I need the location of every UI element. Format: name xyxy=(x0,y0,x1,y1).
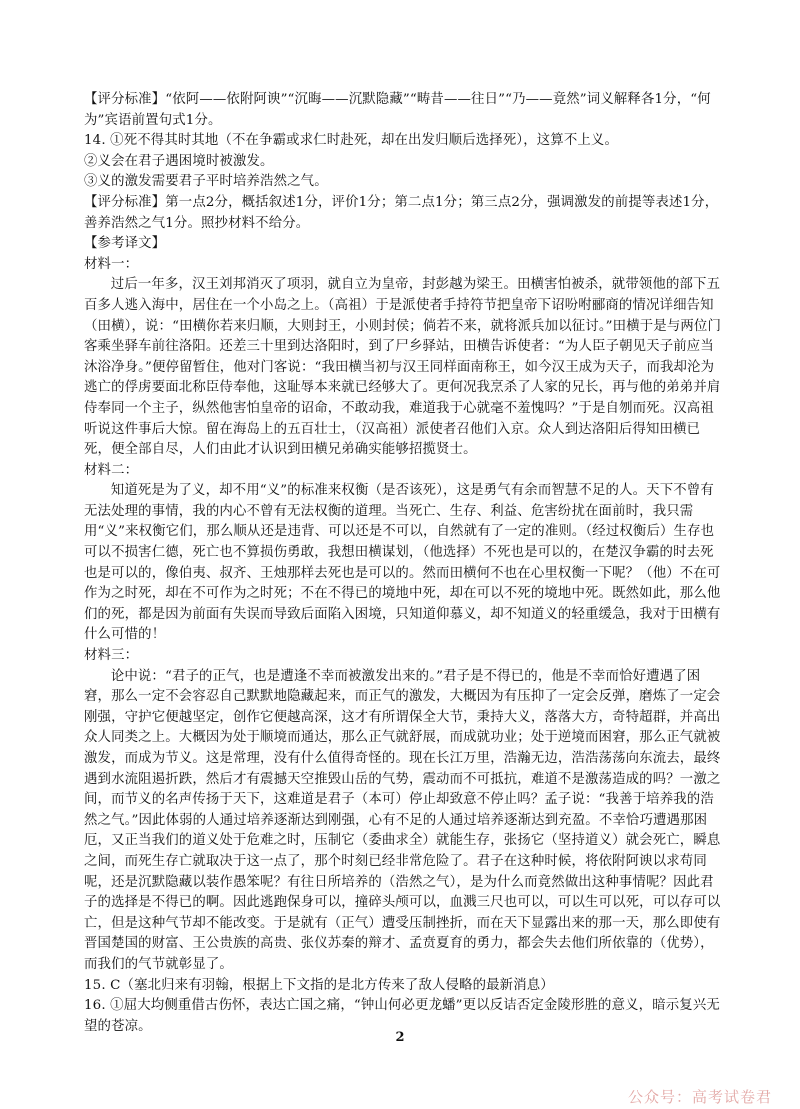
answer-14-point-1: 14. ①死不得其时其地（不在争霸或求仁时赴死，却在出发归顺后选择死），这算不上义。 xyxy=(84,133,618,149)
page-number: 2 xyxy=(395,1030,405,1045)
translation-heading: 【参考译文】 xyxy=(84,236,166,252)
answer-14-point-3: ③义的激发需要君子平时培养浩然之气。 xyxy=(84,174,328,190)
answer-16: 16. ①屈大均侧重借古伤怀，表达亡国之痛，“钟山何必更龙蟠”更以反诘否定金陵形胜的意义，暗示复兴无望的苍凉。 xyxy=(84,998,720,1034)
material-1-heading: 材料一： xyxy=(84,256,139,272)
material-2-heading: 材料二： xyxy=(84,462,139,478)
document-body xyxy=(84,90,724,1037)
material-1-text: 过后一年多，汉王刘邦消灭了项羽，就自立为皇帝，封彭越为梁王。田横害怕被杀，就带领他的部下五百多人逃入海中，居住在一个小岛之上。（高祖）于是派使者手持符节把皇帝下诏吩咐郦商的情况详细告知（田横），说：“田横你若来归顺，大则封王，小则封侯；倘若不来，就将派兵加以征讨。”田横于是与两位门客乘坐驿车前往洛阳。还差三十里到达洛阳时，到了尸乡驿站，田横告诉使者：“为人臣子朝见天子前应当沐浴净身。”便停留暂住，他对门客说：“我田横当初与汉王同样面南称王，如今汉王成为天子，而我却沦为逃亡的俘虏要面北称臣侍奉他，这耻辱本来就已经够大了。更何况我烹杀了人家的兄长，再与他的弟弟并肩侍奉同一个主子，纵然他害怕皇帝的诏命，不敢动我，难道我于心就毫不羞愧吗？”于是自刎而死。汉高祖听说这件事后大惊。留在海岛上的五百壮士，（汉高祖）派使者召他们入京。众人到达洛阳后得知田横已死，便全部自尽，人们由此才认识到田横兄弟确实能够招揽贤士。 xyxy=(84,277,721,458)
scoring-standard-14: 【评分标准】第一点2分，概括叙述1分，评价1分；第二点1分；第三点2分，强调激发的前提等表述1分，善养浩然之气1分。照抄材料不给分。 xyxy=(84,194,719,231)
watermark: 公众号：高考试卷君 xyxy=(627,1088,772,1106)
answer-14-point-2: ②义会在君子遇困境时被激发。 xyxy=(84,153,274,169)
answer-15: 15. C（塞北归来有羽翰，根据上下文指的是北方传来了敌人侵略的最新消息） xyxy=(84,977,554,993)
material-3-text: 论中说：“君子的正气，也是遭逢不幸而被激发出来的。”君子是不得已的，他是不幸而恰好遭遇了困窘，那么一定不会容忍自己默默地隐藏起来，而正气的激发，大概因为有压抑了一定会反弹，磨炼了一定会刚强，守护它便越坚定，创作它便越高深，这才有所谓保全大节，秉持大义，落落大方，奇特超群，并高出众人同类之上。大概因为处于顺境而通达，那么正气就舒展，而成就功业；处于逆境而困窘，那么正气就被激发，而成为节义。这是常理，没有什么值得奇怪的。现在长江万里，浩瀚无边，浩浩荡荡向东流去，最终遇到水流阻遏折跌，然后才有震撼天空推毁山岳的气势，震动而不可抵抗，难道不是激荡造成的吗？一激之间，而节义的名声传扬于天下，这难道是君子（本可）停止却致意不停止吗？孟子说：“我善于培养我的浩然之气。”因此体弱的人通过培养逐渐达到刚强，心有不足的人通过培养逐渐达到充盈。不幸恰巧遭遇那困厄，又正当我们的道义处于危难之时，压制它（委曲求全）就能生存，张扬它（坚持道义）就会死亡，瞬息之间，而死生存亡就取决于这一点了，那个时刻已经非常危险了。君子在这种时候，将依附阿谀以求苟同呢，还是沉默隐藏以装作愚笨呢？有往日所培养的（浩然之气），是为什么而竟然做出这种事情呢？因此君子的选择是不得已的啊。因此逃跑保身可以，撞碎头颅可以，血溅三尺也可以，可以生可以死，可以存可以亡，但是这种气节却不能改变。于是就有（正气）遭受压制挫折，而在天下显露出来的那一天，那么即使有晋国楚国的财富、王公贵族的高贵、张仪苏秦的辩才、孟贲夏育的勇力，都会失去他们所依靠的（优势），而我们的气节就彰显了。 xyxy=(84,668,721,972)
material-2-text: 知道死是为了义，却不用“义”的标准来权衡（是否该死），这是勇气有余而智慧不足的人。天下不曾有无法处理的事情，我的内心不曾有无法权衡的道理。当死亡、生存、利益、危害纷扰在面前时，我只需用“义”来权衡它们，那么顺从还是违背、可以还是不可以，自然就有了一定的准则。（经过权衡后）生存也可以不损害仁德，死亡也不算损伤勇敢，我想田横谋划，（他选择）不死也是可以的，在楚汉争霸的时去死也是可以的，像伯夷、叔齐、王烛那样去死也是可以的。然而田横何不也在心里权衡一下呢？（他）不在可作为之时死，却在不可作为之时死；不在不得已的境地中死，却在可以不死的境地中死。既然如此，那么他们的死，都是因为前面有失误而导致后面陷入困境，只知道仰慕义，却不知道义的轻重缓急，我对于田横有什么可惜的！ xyxy=(84,483,721,643)
scoring-standard-13: 【评分标准】“依阿——依附阿谀”“沉晦——沉默隐藏”“畴昔——往日”“乃——竟然”词义解释各1分，“何为”宾语前置句式1分。 xyxy=(84,92,711,128)
material-3-heading: 材料三： xyxy=(84,648,139,664)
